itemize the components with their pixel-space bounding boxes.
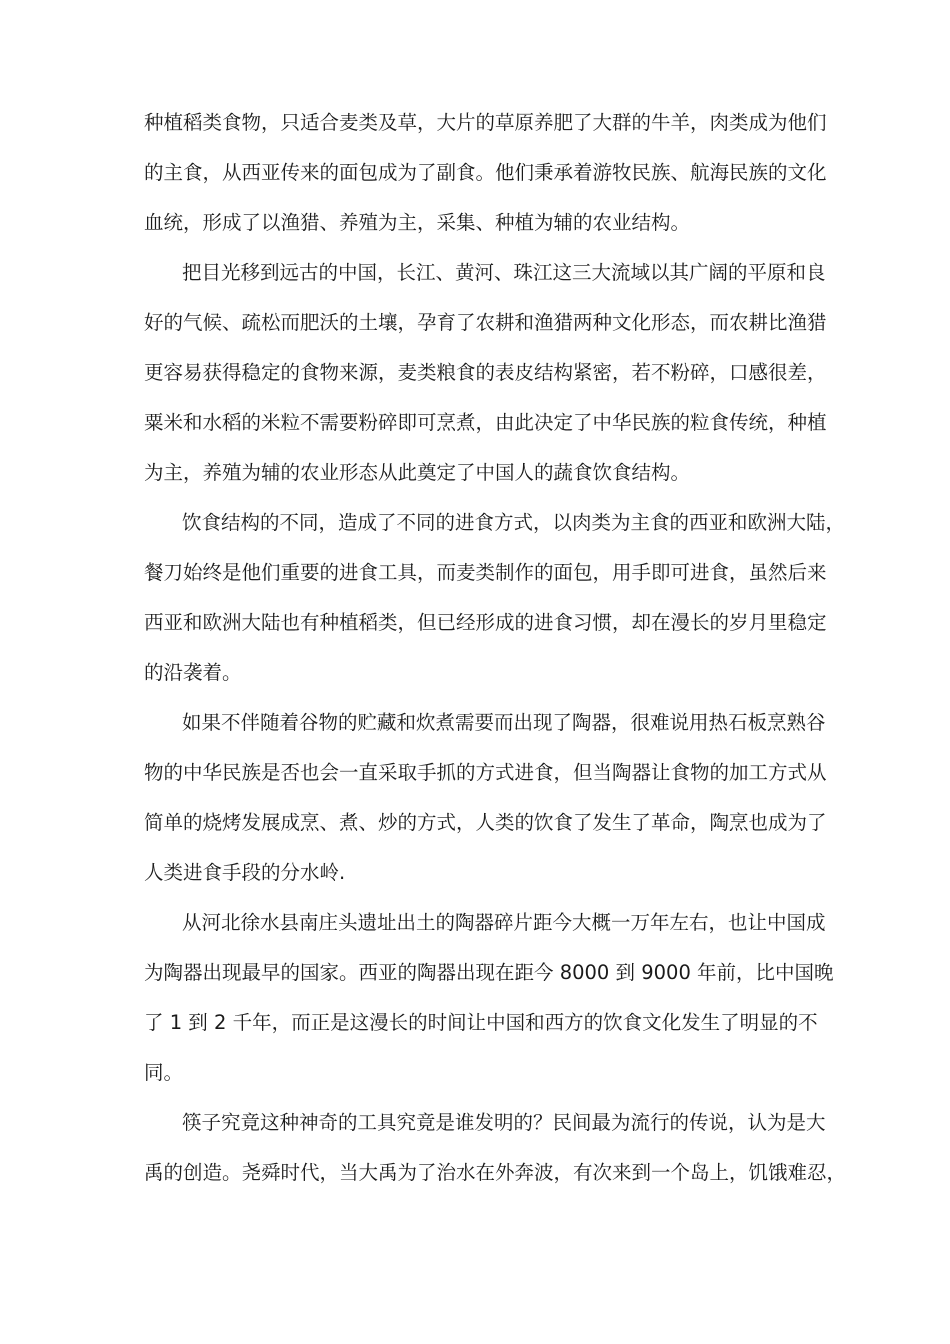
text-line: 的沿袭着。 — [144, 661, 242, 684]
text-line: 从河北徐水县南庄头遗址出土的陶器碎片距今大概一万年左右，也让中国成 — [182, 911, 826, 934]
text-line: 粟米和水稻的米粒不需要粉碎即可烹煮，由此决定了中华民族的粒食传统，种植 — [144, 411, 827, 434]
paragraph-4 — [144, 698, 827, 898]
text-line: 好的气候、疏松而肥沃的土壤，孕育了农耕和渔猎两种文化形态，而农耕比渔猎 — [144, 311, 827, 334]
paragraph-2 — [144, 248, 827, 498]
document-body — [144, 98, 847, 1198]
text-line: 西亚和欧洲大陆也有种植稻类，但已经形成的进食习惯，却在漫长的岁月里稳定 — [144, 611, 827, 634]
text-line: 为主，养殖为辅的农业形态从此奠定了中国人的蔬食饮食结构。 — [144, 461, 691, 484]
text-line: 同。 — [144, 1061, 184, 1084]
paragraph-6 — [144, 1098, 847, 1198]
text-line: 为陶器出现最早的国家。西亚的陶器出现在距今 8000 到 9000 年前，比中国晚 — [144, 961, 834, 984]
text-line: 更容易获得稳定的食物来源，麦类粮食的表皮结构紧密，若不粉碎，口感很差， — [144, 361, 827, 384]
text-line: 种植稻类食物，只适合麦类及草，大片的草原养肥了大群的牛羊，肉类成为他们 — [144, 111, 827, 134]
text-line: 筷子究竟这种神奇的工具究竟是谁发明的？民间最为流行的传说，认为是大 — [182, 1111, 826, 1134]
text-line: 把目光移到远古的中国，长江、黄河、珠江这三大流域以其广阔的平原和良 — [182, 261, 826, 284]
text-line: 饮食结构的不同，造成了不同的进食方式，以肉类为主食的西亚和欧洲大陆， — [182, 511, 846, 534]
text-line: 血统，形成了以渔猎、养殖为主，采集、种植为辅的农业结构。 — [144, 211, 691, 234]
text-line: 简单的烧烤发展成烹、煮、炒的方式，人类的饮食了发生了革命，陶烹也成为了 — [144, 811, 827, 834]
text-line: 物的中华民族是否也会一直采取手抓的方式进食，但当陶器让食物的加工方式从 — [144, 761, 827, 784]
text-line: 禹的创造。尧舜时代，当大禹为了治水在外奔波，有次来到一个岛上，饥饿难忍， — [144, 1161, 847, 1184]
paragraph-3 — [144, 498, 846, 698]
text-line: 人类进食手段的分水岭. — [144, 861, 346, 884]
text-line: 餐刀始终是他们重要的进食工具，而麦类制作的面包，用手即可进食，虽然后来 — [144, 561, 827, 584]
text-line: 了 1 到 2 千年，而正是这漫长的时间让中国和西方的饮食文化发生了明显的不 — [144, 1011, 818, 1034]
paragraph-5 — [144, 898, 834, 1098]
text-line: 的主食，从西亚传来的面包成为了副食。他们秉承着游牧民族、航海民族的文化 — [144, 161, 827, 184]
text-line: 如果不伴随着谷物的贮藏和炊煮需要而出现了陶器，很难说用热石板烹熟谷 — [182, 711, 826, 734]
paragraph-1 — [144, 98, 827, 248]
